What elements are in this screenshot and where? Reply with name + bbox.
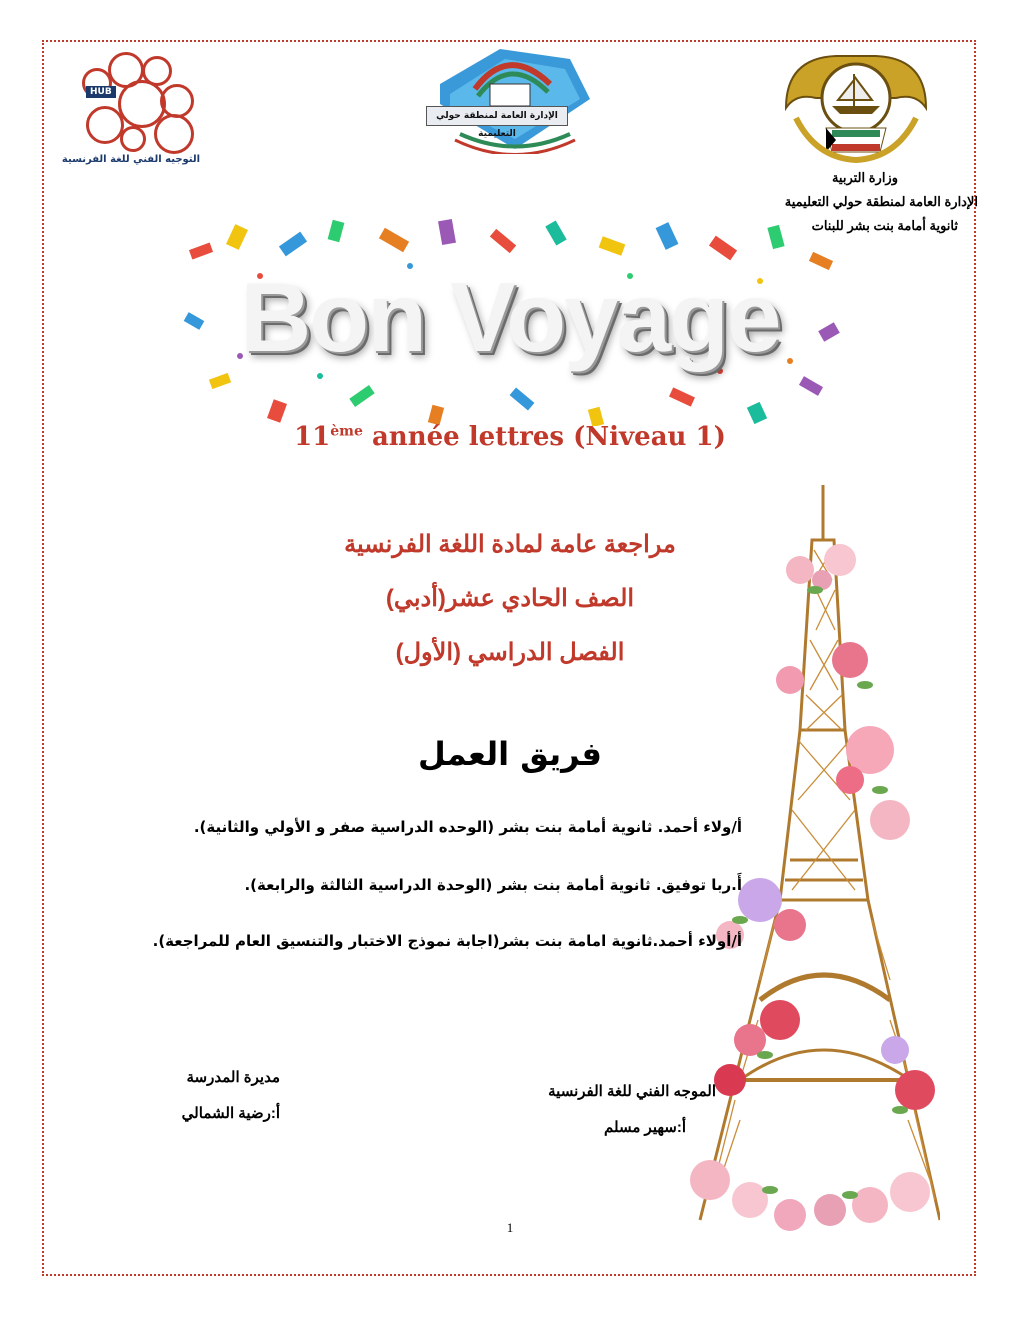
french-title [0,422,1020,452]
semester-title: الفصل الدراسي (الأول) [395,639,625,666]
team-member-3: أ/أولاء أحمد.ثانوية امامة بنت بشر(اجابة نموذج الاختبار والتنسيق العام للمراجعة). [152,932,742,950]
hub-caption: التوجيه الفني للغة الفرنسية [61,154,201,165]
grade-number: 11 [294,422,331,452]
ministry-name: وزارة التربية [831,170,898,185]
team-member-1: أ/ولاء أحمد. ثانوية أمامة بنت بشر (الوحده الدراسية صفر و الأولي والثانية). [193,818,742,836]
school-name: ثانوية أمامة بنت بشر للبنات [811,218,958,233]
bon-voyage-banner [170,216,850,426]
directorate-logo [420,44,595,154]
directorate-name: الإدارة العامة لمنطقة حولي التعليمية [784,194,978,209]
principal-name: أ:رضية الشمالي [181,1105,280,1122]
supervisor-title: الموجه الفني للغة الفرنسية [548,1083,716,1100]
hub-logo [56,50,206,180]
hub-tag: HUB [86,86,116,98]
principal-title: مديرة المدرسة [186,1069,280,1086]
principal-signature [120,1060,280,1132]
team-member-2: أَ.ربا توفيق. ثانوية أمامة بنت بشر (الوحدة الدراسية الثالثة والرابعة). [244,876,742,894]
directorate-banner: الإدارة العامة لمنطقة حولي التعليمية [426,106,568,126]
supervisor-name: أ:سهير مسلم [604,1119,686,1136]
kuwait-emblem [776,48,936,168]
grade-label: année lettres (Niveau 1) [362,422,726,452]
bon-voyage-text: Bon Voyage [240,262,780,372]
review-title: مراجعة عامة لمادة اللغة الفرنسية [344,531,676,558]
grade-suffix: ème [330,423,363,440]
team-heading: فريق العمل [418,735,602,773]
supervisor-signature [480,1074,716,1146]
page-number: 1 [506,1220,514,1235]
grade-title: الصف الحادي عشر(أدبي) [385,585,635,612]
